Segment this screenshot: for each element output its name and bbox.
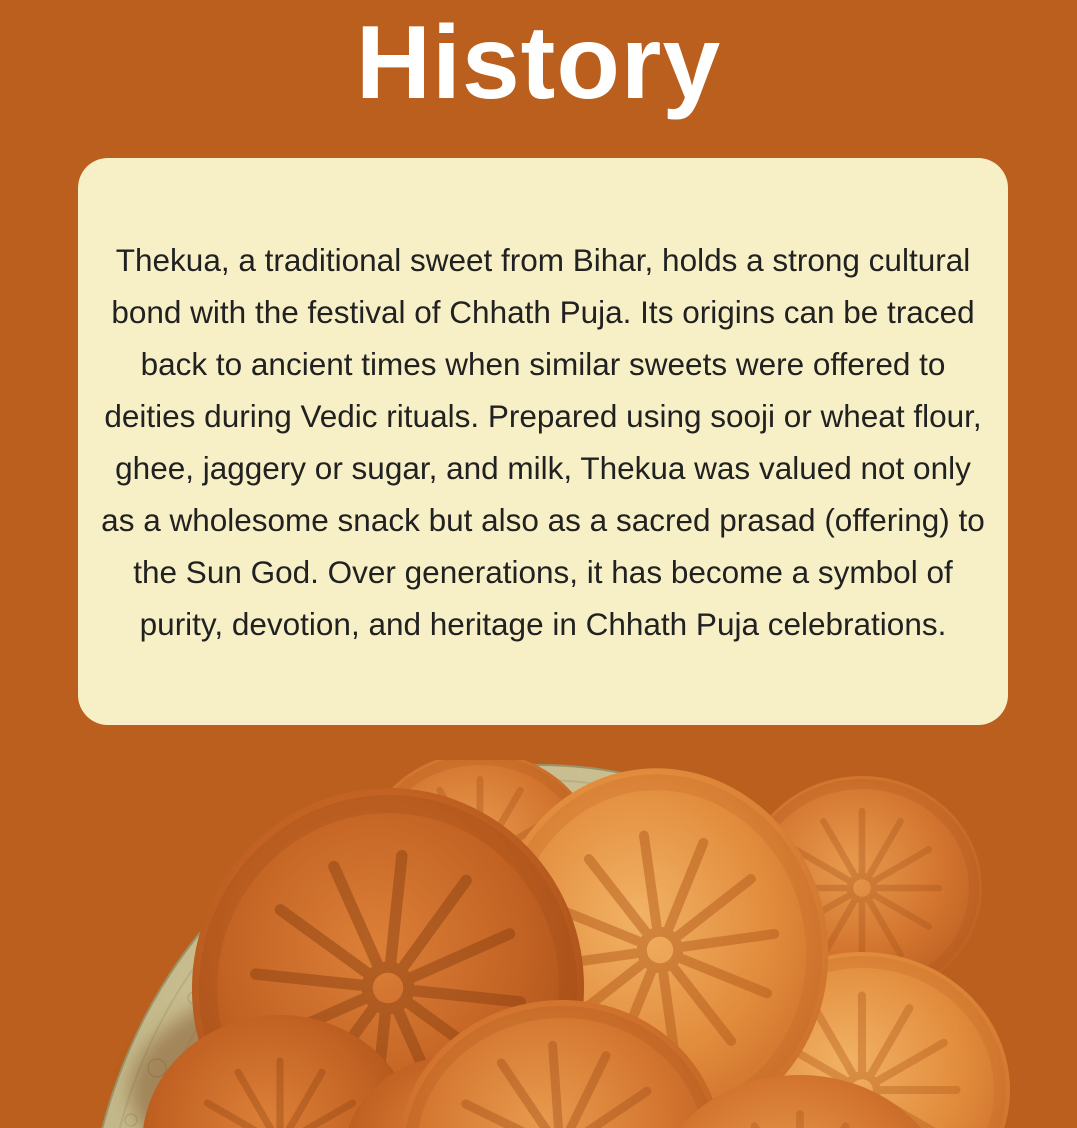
thekua-photo-svg [0,760,1077,1128]
thekua-plate-photo [0,760,1077,1128]
history-card [78,158,1008,725]
page-title: History [355,5,722,121]
history-text: Thekua, a traditional sweet from Bihar, holds a strong cultural bond with the festival of Chhath Puja. Its origins can be traced back to ancient times when similar sweets were offered to deities during Vedic rituals. Prepared using sooji or wheat flour, ghee, jaggery or sugar, and milk, Thekua was valued not only as a wholesome snack but also as a sacred prasad (offering) to the Sun God. Over generations, it has become a symbol of purity, devotion, and heritage in Chhath Puja celebrations. [101,241,985,642]
